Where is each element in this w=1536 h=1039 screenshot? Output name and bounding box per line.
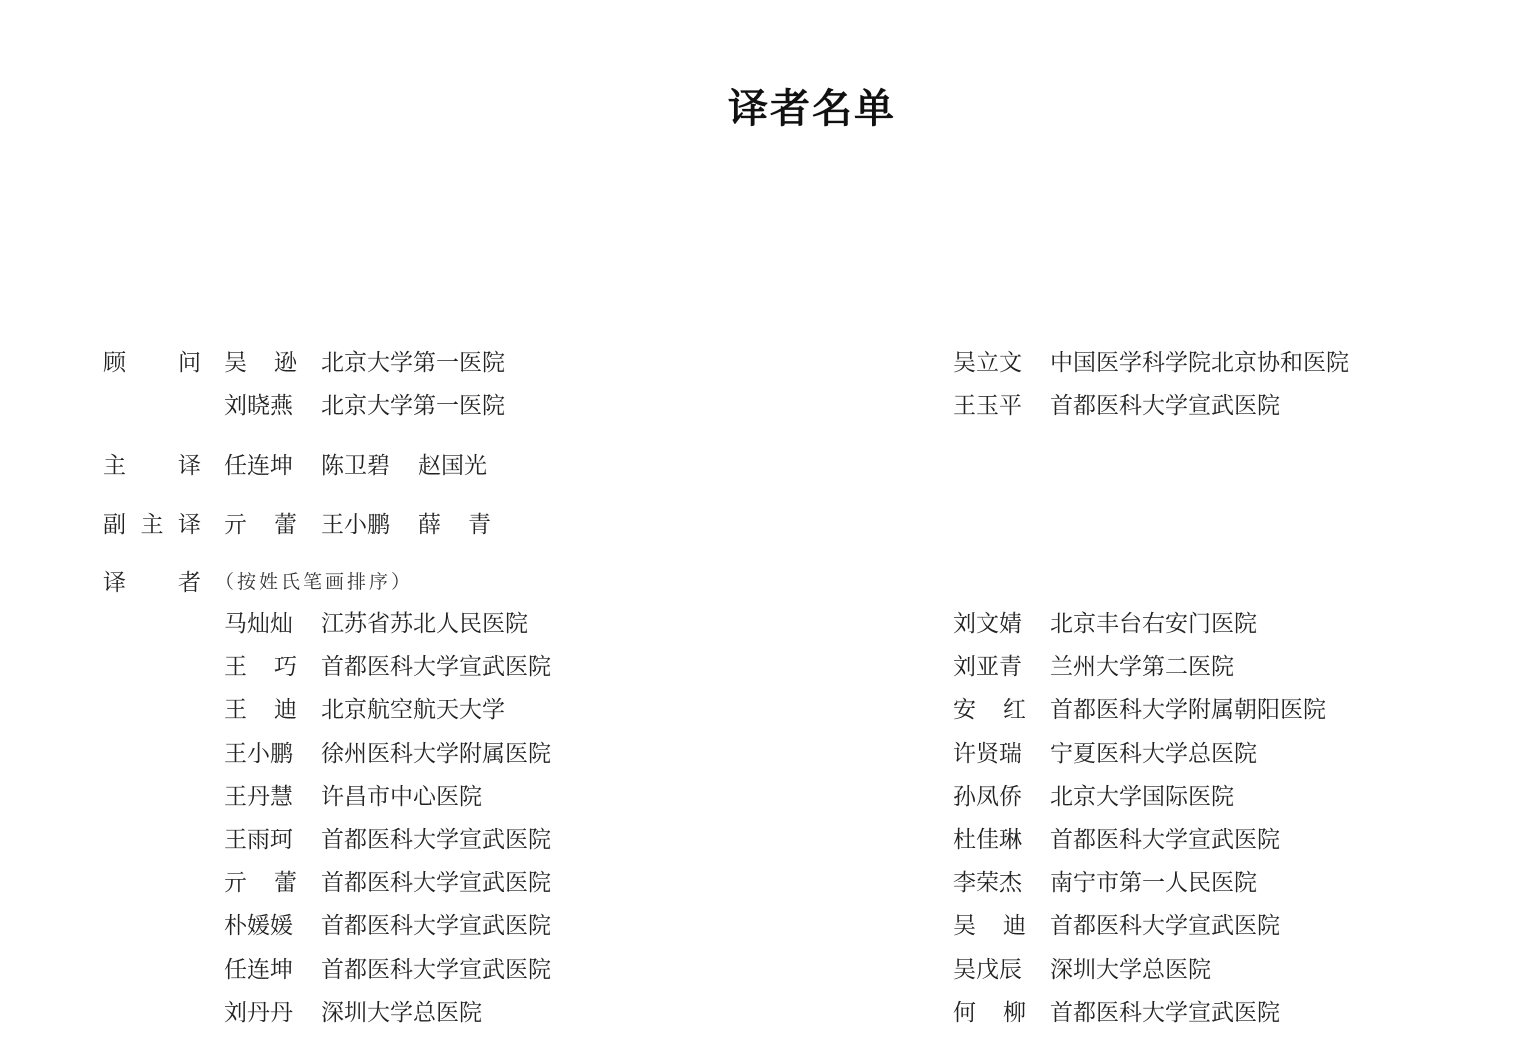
chief-translator-name: 任连坤 bbox=[224, 453, 293, 479]
chief-translator-name: 陈卫碧 bbox=[321, 453, 390, 479]
translator-name: 许贤瑞 bbox=[953, 740, 1022, 767]
translator-institution: 首都医科大学宣武医院 bbox=[321, 956, 551, 983]
advisor-name: 吴 逊 bbox=[224, 350, 297, 376]
translator-institution: 首都医科大学宣武医院 bbox=[321, 913, 551, 940]
role-char: 主 bbox=[140, 512, 164, 538]
role-advisor bbox=[103, 348, 201, 378]
translator-name: 王丹慧 bbox=[224, 783, 293, 810]
role-char: 译 bbox=[103, 570, 126, 596]
role-char: 译 bbox=[178, 512, 201, 538]
translator-name: 王 迪 bbox=[224, 697, 297, 724]
translator-institution: 首都医科大学附属朝阳医院 bbox=[1050, 697, 1326, 724]
translator-name: 王雨珂 bbox=[224, 827, 293, 853]
role-vice-chief-translator bbox=[103, 510, 201, 540]
translator-institution: 江苏省苏北人民医院 bbox=[321, 611, 528, 637]
translator-institution: 深圳大学总医院 bbox=[1050, 956, 1211, 983]
translator-name: 朴媛媛 bbox=[224, 913, 293, 940]
translator-institution: 首都医科大学宣武医院 bbox=[1050, 913, 1280, 940]
translator-name: 吴戊辰 bbox=[953, 956, 1022, 983]
translator-name: 刘文婧 bbox=[953, 611, 1022, 637]
page-title: 译者名单 bbox=[728, 85, 896, 132]
role-char: 副 bbox=[103, 512, 126, 538]
advisor-institution: 北京大学第一医院 bbox=[321, 393, 505, 419]
translator-institution: 宁夏医科大学总医院 bbox=[1050, 740, 1257, 767]
translator-institution: 北京大学国际医院 bbox=[1050, 783, 1234, 810]
translator-institution: 许昌市中心医院 bbox=[321, 783, 482, 810]
chief-translator-name: 赵国光 bbox=[418, 453, 487, 479]
advisor-name: 王玉平 bbox=[953, 393, 1022, 419]
vice-chief-translator-name: 王小鹏 bbox=[321, 512, 390, 538]
translator-institution: 首都医科大学宣武医院 bbox=[1050, 827, 1280, 853]
translator-institution: 深圳大学总医院 bbox=[321, 999, 482, 1026]
advisor-name: 吴立文 bbox=[953, 350, 1022, 376]
translator-institution: 北京丰台右安门医院 bbox=[1050, 611, 1257, 637]
translator-name: 刘丹丹 bbox=[224, 999, 293, 1026]
translator-institution: 徐州医科大学附属医院 bbox=[321, 740, 551, 767]
translators-sort-note: （按姓氏笔画排序） bbox=[215, 571, 414, 593]
role-char: 问 bbox=[178, 350, 201, 376]
role-char: 主 bbox=[103, 453, 126, 479]
translator-name: 马灿灿 bbox=[224, 611, 293, 637]
translator-name: 杜佳琳 bbox=[953, 827, 1022, 853]
translator-institution: 首都医科大学宣武医院 bbox=[321, 654, 551, 681]
role-translators bbox=[103, 568, 201, 598]
translator-name: 李荣杰 bbox=[953, 870, 1022, 897]
translator-institution: 首都医科大学宣武医院 bbox=[321, 870, 551, 897]
translator-name: 王小鹏 bbox=[224, 740, 293, 767]
translator-name: 亓 蕾 bbox=[224, 870, 297, 897]
translator-institution: 北京航空航天大学 bbox=[321, 697, 505, 724]
translator-name: 何 柳 bbox=[953, 999, 1026, 1026]
translator-institution: 首都医科大学宣武医院 bbox=[1050, 999, 1280, 1026]
advisor-institution: 首都医科大学宣武医院 bbox=[1050, 393, 1280, 419]
vice-chief-translator-name: 亓 蕾 bbox=[224, 512, 297, 538]
translator-name: 孙凤侨 bbox=[953, 783, 1022, 810]
translator-institution: 南宁市第一人民医院 bbox=[1050, 870, 1257, 897]
vice-chief-translator-name: 薛 青 bbox=[418, 512, 491, 538]
advisor-name: 刘晓燕 bbox=[224, 393, 293, 419]
translator-name: 刘亚青 bbox=[953, 654, 1022, 681]
translator-name: 王 巧 bbox=[224, 654, 297, 681]
role-char: 译 bbox=[178, 453, 201, 479]
translator-institution: 兰州大学第二医院 bbox=[1050, 654, 1234, 681]
role-char: 者 bbox=[178, 570, 201, 596]
translator-name: 任连坤 bbox=[224, 956, 293, 983]
translator-name: 吴 迪 bbox=[953, 913, 1026, 940]
translator-institution: 首都医科大学宣武医院 bbox=[321, 827, 551, 853]
role-chief-translator bbox=[103, 451, 201, 481]
translator-name: 安 红 bbox=[953, 697, 1026, 724]
role-char: 顾 bbox=[103, 350, 126, 376]
advisor-institution: 中国医学科学院北京协和医院 bbox=[1050, 350, 1349, 376]
advisor-institution: 北京大学第一医院 bbox=[321, 350, 505, 376]
